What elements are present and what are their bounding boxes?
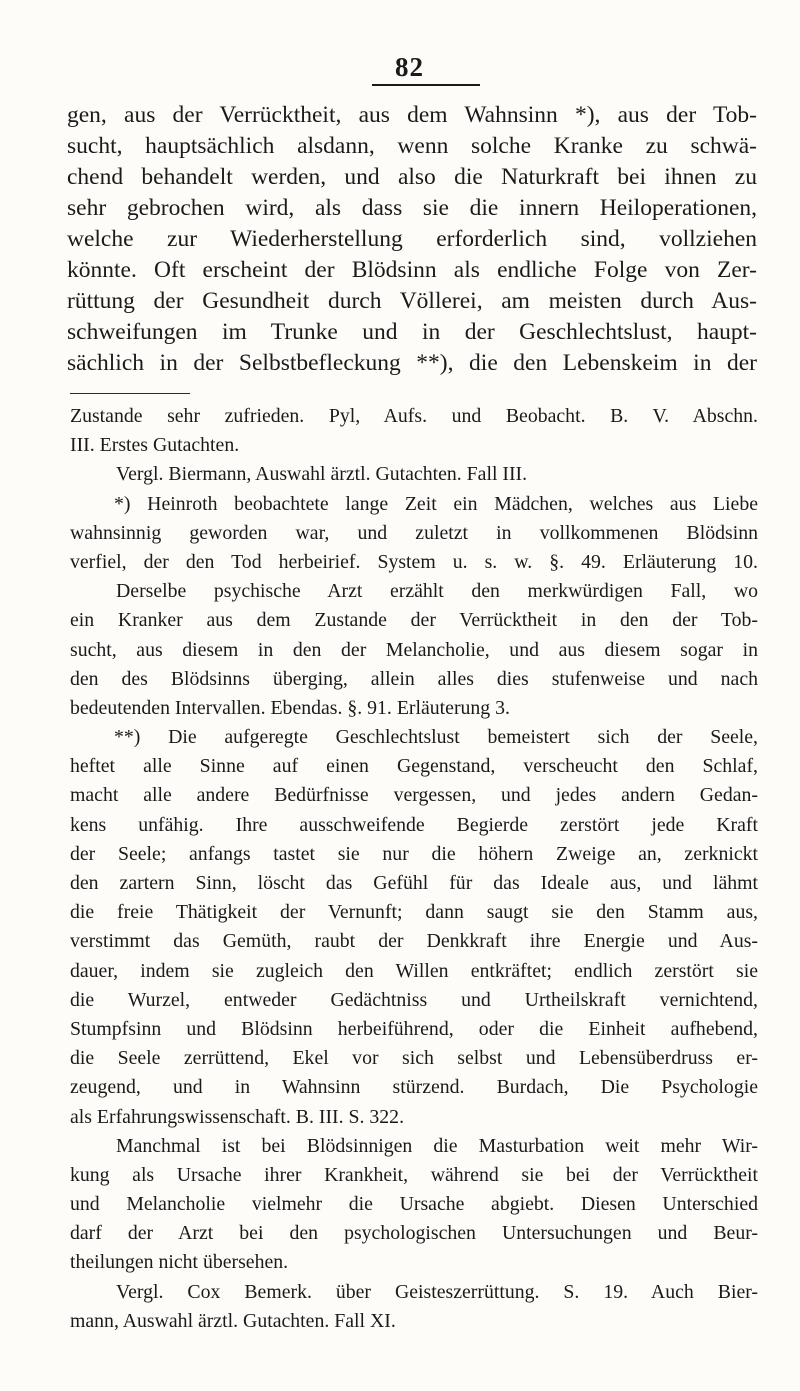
footnote-line: heftet alle Sinne auf einen Gegenstand, verscheucht den Schlaf, [70,755,758,778]
footnote-line: bedeutenden Intervallen. Ebendas. §. 91. Erläuterung 3. [70,696,510,719]
main-text-line: könnte. Oft erscheint der Blödsinn als endliche Folge von Zer- [67,257,757,283]
footnote-line: wahnsinnig geworden war, und zuletzt in vollkommenen Blödsinn [70,521,758,544]
main-text-line: chend behandelt werden, und also die Naturkraft bei ihnen zu [67,164,757,190]
page-number: 82 [395,52,424,82]
footnote-line: macht alle andere Bedürfnisse vergessen, und jedes andern Gedan- [70,784,758,807]
footnotes-block [70,402,758,1336]
footnote-line: zeugend, und in Wahnsinn stürzend. Burdach, Die Psychologie [70,1076,758,1099]
main-text-line: sucht, hauptsächlich alsdann, wenn solche Kranke zu schwä- [67,133,757,159]
footnote-line: theilungen nicht übersehen. [70,1251,289,1274]
main-text-line: schweifungen im Trunke und in der Geschlechtslust, haupt- [67,319,757,345]
footnote-line: die Wurzel, entweder Gedächtniss und Urtheilskraft vernichtend, [70,988,758,1011]
footnote-line: ein Kranker aus dem Zustande der Verrücktheit in den der Tob- [70,609,758,632]
footnote-line: als Erfahrungswissenschaft. B. III. S. 322. [70,1105,405,1128]
footnote-line: III. Erstes Gutachten. [70,434,240,457]
footnote-line: darf der Arzt bei den psychologischen Untersuchungen und Beur- [70,1222,758,1245]
footnote-line: die Seele zerrüttend, Ekel vor sich selbst und Lebensüberdruss er- [70,1047,758,1070]
main-text-line: gen, aus der Verrücktheit, aus dem Wahnsinn *), aus der Tob- [67,102,757,128]
footnote-rule [70,393,190,394]
footnote-line: *) Heinroth beobachtete lange Zeit ein Mädchen, welches aus Liebe [114,492,758,515]
footnote-line: **) Die aufgeregte Geschlechtslust bemeistert sich der Seele, [114,726,758,749]
footnote-line: Zustande sehr zufrieden. Pyl, Aufs. und Beobacht. B. V. Abschn. [70,405,758,427]
footnote-line: kens unfähig. Ihre ausschweifende Begierde zerstört jede Kraft [70,813,758,836]
main-text-line: rüttung der Gesundheit durch Völlerei, am meisten durch Aus- [67,288,757,314]
footnote-line: sucht, aus diesem in den der Melancholie, und aus diesem sogar in [70,638,758,661]
footnote-line: Derselbe psychische Arzt erzählt den merkwürdigen Fall, wo [116,580,758,603]
footnote-line: verfiel, der den Tod herbeirief. System u. s. w. §. 49. Erläuterung 10. [70,550,758,573]
footnote-line: die freie Thätigkeit der Vernunft; dann saugt sie den Stamm aus, [70,901,758,924]
footnote-line: Stumpfsinn und Blödsinn herbeiführend, oder die Einheit aufhebend, [70,1017,758,1040]
footnote-line: Vergl. Cox Bemerk. über Geisteszerrüttung. S. 19. Auch Bier- [116,1280,758,1303]
header-rule [372,84,480,86]
footnote-line: und Melancholie vielmehr die Ursache abgiebt. Diesen Unterschied [70,1193,758,1216]
footnote-line: der Seele; anfangs tastet sie nur die höhern Zweige an, zerknickt [70,842,758,865]
footnote-line: den zartern Sinn, löscht das Gefühl für das Ideale aus, und lähmt [70,872,758,894]
main-text-line: sächlich in der Selbstbefleckung **), die den Lebenskeim in der [67,350,757,376]
main-text-line: sehr gebrochen wird, als dass sie die innern Heiloperationen, [67,195,757,221]
footnote-line: kung als Ursache ihrer Krankheit, während sie bei der Verrücktheit [70,1163,758,1186]
main-text-block [67,100,757,379]
footnote-line: verstimmt das Gemüth, raubt der Denkkraft ihre Energie und Aus- [70,930,758,953]
main-text-line: welche zur Wiederherstellung erforderlich sind, vollziehen [67,226,757,252]
footnote-line: dauer, indem sie zugleich den Willen entkräftet; endlich zerstört sie [70,959,758,982]
footnote-line: Vergl. Biermann, Auswahl ärztl. Gutachten. Fall III. [116,463,528,486]
footnote-line: den des Blödsinns überging, allein alles dies stufenweise und nach [70,667,758,690]
footnote-line: mann, Auswahl ärztl. Gutachten. Fall XI. [70,1309,396,1332]
footnote-line: Manchmal ist bei Blödsinnigen die Masturbation weit mehr Wir- [116,1134,758,1157]
